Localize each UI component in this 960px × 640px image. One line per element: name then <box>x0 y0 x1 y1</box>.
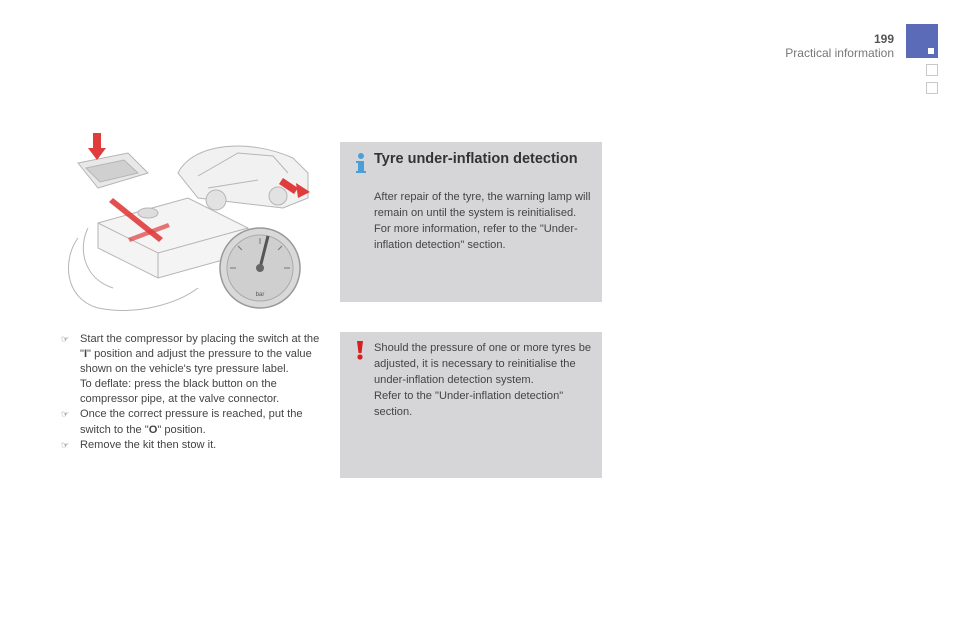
step1-text-b: " position and adjust the pressure to the value shown on the vehicle's tyre pressure label. <box>80 348 312 376</box>
tab-outline-2 <box>926 82 938 94</box>
warning-exclamation-icon <box>353 340 367 360</box>
instructions <box>60 332 325 453</box>
warning-para-2: Refer to the "Under-inflation detection" section. <box>374 390 564 418</box>
step1-bold: I <box>83 348 88 361</box>
page-number: 199 <box>873 32 894 46</box>
step1-text-a: Start the compressor by placing the switch at the " <box>80 333 320 361</box>
info-icon <box>353 152 369 174</box>
step-1 <box>60 332 325 407</box>
tab-outline-1 <box>926 64 938 76</box>
info-para-1: After repair of the tyre, the warning lamp will remain on until the system is reinitialised. <box>374 191 591 219</box>
info-text <box>374 189 599 253</box>
warning-para-1: Should the pressure of one or more tyres be adjusted, it is necessary to reinitialise the under-inflation detection system. <box>374 342 592 386</box>
step2-text-a: Once the correct pressure is reached, put the switch to the " <box>80 408 303 436</box>
step1-text-c: To deflate: press the black button on the compressor pipe, at the valve connector. <box>80 378 280 406</box>
tab-marker <box>928 48 934 54</box>
warning-box <box>340 332 602 478</box>
info-box <box>340 142 602 302</box>
info-title: Tyre under-inflation detection <box>374 151 578 167</box>
step3-text: Remove the kit then stow it. <box>80 438 217 451</box>
bullet-icon: ☞ <box>61 334 70 344</box>
step2-text-b: " position. <box>157 423 206 436</box>
compressor-illustration <box>58 128 320 318</box>
step-3 <box>60 438 325 453</box>
bullet-icon: ☞ <box>61 409 70 420</box>
warning-text <box>374 340 599 420</box>
gauge-unit-label: bar <box>255 292 265 298</box>
pressure-gauge <box>220 228 300 308</box>
chapter-tab <box>906 24 938 58</box>
step2-bold: O <box>148 423 158 436</box>
bullet-icon: ☞ <box>61 439 70 450</box>
section-title: Practical information <box>785 46 894 60</box>
step-2 <box>60 407 325 437</box>
info-para-2: For more information, refer to the "Under-inflation detection" section. <box>374 223 578 251</box>
